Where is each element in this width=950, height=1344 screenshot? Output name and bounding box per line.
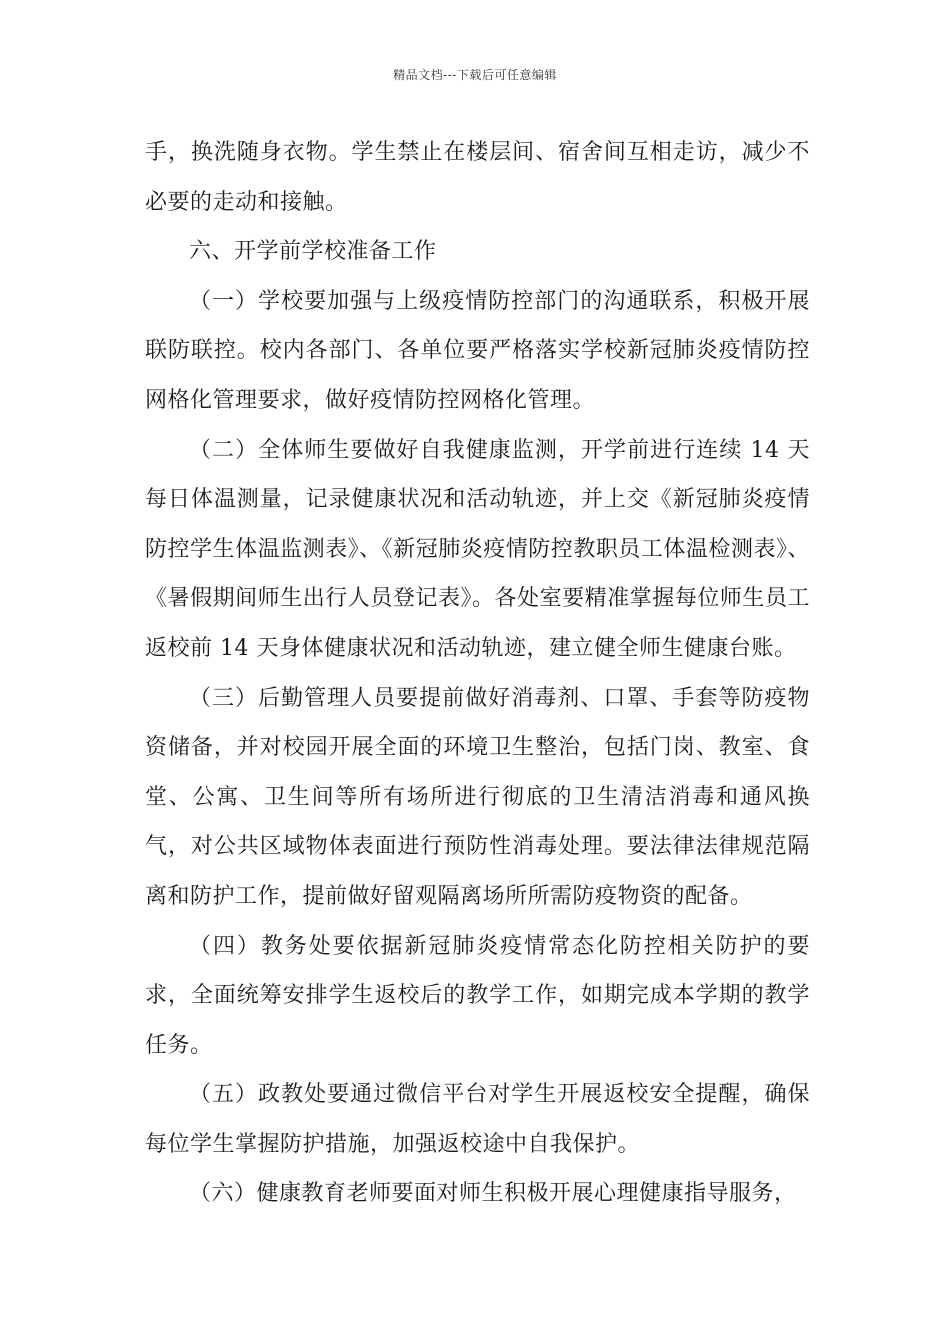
paragraph-item-3: （三）后勤管理人员要提前做好消毒剂、口罩、手套等防疫物资储备，并对校园开展全面的环境卫生整治，包括门岗、教室、食堂、公寓、卫生间等所有场所进行彻底的卫生清洁消毒和通风换气，对公共区域物体表面进行预防性消毒处理。要法律法律规范隔离和防护工作，提前做好留观隔离场所所需防疫物资的配备。 (145, 685, 810, 909)
paragraph-item-1: （一）学校要加强与上级疫情防控部门的沟通联系，积极开展联防联控。校内各部门、各单位要严格落实学校新冠肺炎疫情防控网格化管理要求，做好疫情防控网格化管理。 (145, 288, 810, 413)
page-header-note: 精品文档---下载后可任意编辑 (393, 68, 557, 82)
paragraph-item-4: （四）教务处要依据新冠肺炎疫情常态化防控相关防护的要求，全面统筹安排学生返校后的教学工作，如期完成本学期的教学任务。 (145, 933, 810, 1058)
paragraph-item-2: （二）全体师生要做好自我健康监测，开学前进行连续 14 天每日体温测量，记录健康状况和活动轨迹，并上交《新冠肺炎疫情防控学生体温监测表》、《新冠肺炎疫情防控教职员工体温检测表》、《暑假期间师生出行人员登记表》。各处室要精准掌握每位师生员工返校前 14 天身体健康状况和活动轨迹，建立健全师生健康台账。 (145, 437, 810, 661)
section-heading: 六、开学前学校准备工作 (189, 239, 437, 265)
paragraph-item-6: （六）健康教育老师要面对师生积极开展心理健康指导服务， (189, 1181, 797, 1207)
paragraph-continuation: 手，换洗随身衣物。学生禁止在楼层间、宿舍间互相走访，减少不必要的走动和接触。 (145, 140, 810, 215)
document-body (145, 128, 810, 1219)
paragraph-item-5: （五）政教处要通过微信平台对学生开展返校安全提醒，确保每位学生掌握防护措施，加强返校途中自我保护。 (145, 1082, 810, 1157)
